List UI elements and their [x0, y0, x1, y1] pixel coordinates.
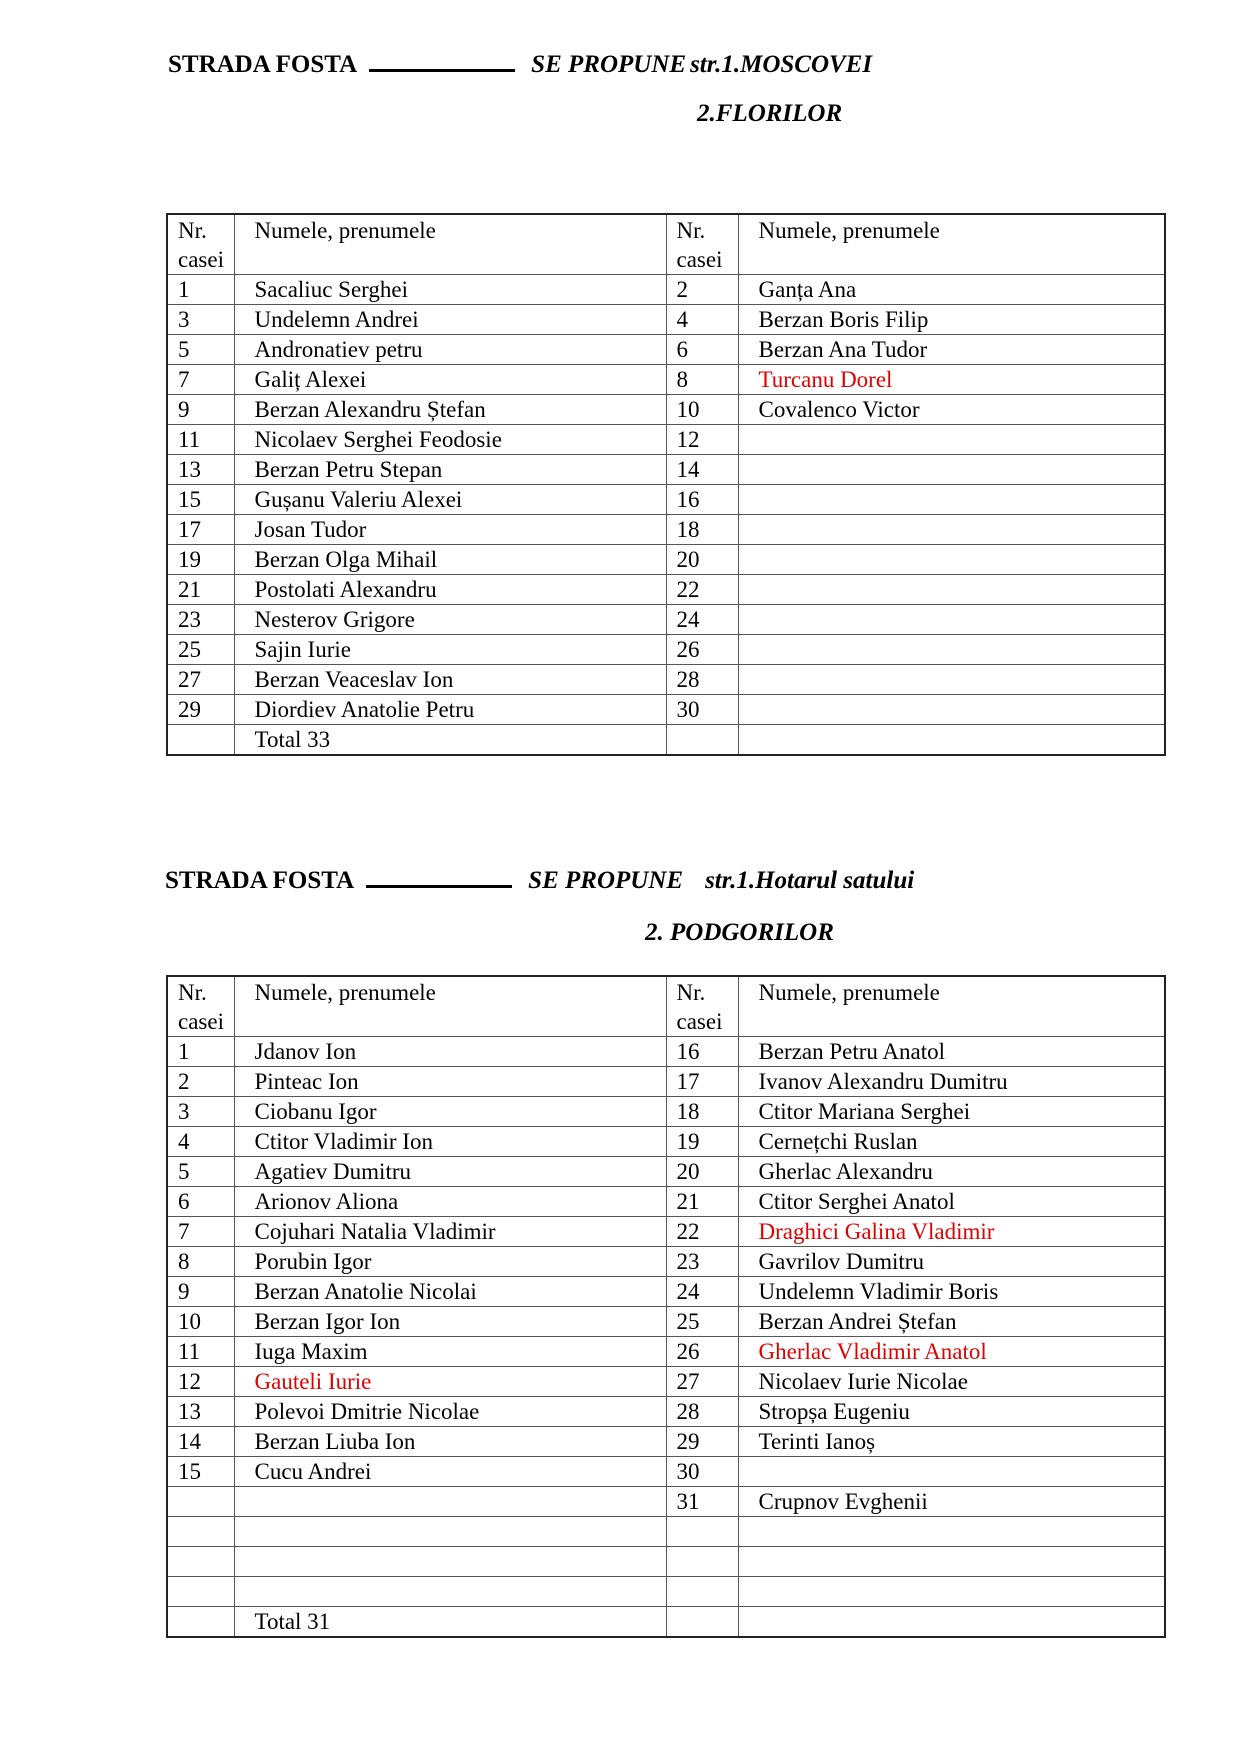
table-row: [167, 1307, 1165, 1337]
house-number-cell: 18: [666, 1097, 738, 1127]
name-cell: Berzan Petru Stepan: [234, 455, 666, 485]
name-cell: [738, 1517, 1165, 1547]
col-header-house-number: Nr. casei: [167, 976, 234, 1037]
house-number-cell: 31: [666, 1487, 738, 1517]
name-cell: [738, 1607, 1165, 1638]
name-cell: [738, 1547, 1165, 1577]
table1-body: [167, 275, 1165, 756]
table-row: [167, 335, 1165, 365]
name-cell: Nesterov Grigore: [234, 605, 666, 635]
name-cell: Cucu Andrei: [234, 1457, 666, 1487]
house-number-cell: 23: [167, 605, 234, 635]
table-row: [167, 455, 1165, 485]
name-cell: Berzan Igor Ion: [234, 1307, 666, 1337]
table-row: [167, 1217, 1165, 1247]
house-number-cell: [167, 1607, 234, 1638]
house-number-cell: [666, 1577, 738, 1607]
name-cell: Crupnov Evghenii: [738, 1487, 1165, 1517]
name-cell: Turcanu Dorel: [738, 365, 1165, 395]
house-number-cell: 4: [666, 305, 738, 335]
house-number-cell: 23: [666, 1247, 738, 1277]
house-number-cell: [167, 1577, 234, 1607]
table-row: [167, 1457, 1165, 1487]
table-row: [167, 1367, 1165, 1397]
name-cell: Polevoi Dmitrie Nicolae: [234, 1397, 666, 1427]
house-number-cell: 6: [666, 335, 738, 365]
name-cell: Diordiev Anatolie Petru: [234, 695, 666, 725]
col-header-house-number: Nr. casei: [666, 214, 738, 275]
house-number-cell: 22: [666, 1217, 738, 1247]
name-cell: [738, 575, 1165, 605]
blank-underline-2: [366, 866, 512, 888]
house-number-cell: 28: [666, 665, 738, 695]
col-header-house-number: Nr. casei: [167, 214, 234, 275]
col-header-house-number: Nr. casei: [666, 976, 738, 1037]
table-row: [167, 275, 1165, 305]
strada-fosta-label-2: STRADA FOSTA: [165, 867, 355, 894]
name-cell: Gherlac Alexandru: [738, 1157, 1165, 1187]
proposed-street-2b: 2. PODGORILOR: [645, 919, 834, 946]
house-number-cell: 22: [666, 575, 738, 605]
house-number-cell: 30: [666, 695, 738, 725]
name-cell: Sajin Iurie: [234, 635, 666, 665]
name-cell: Nicolaev Iurie Nicolae: [738, 1367, 1165, 1397]
name-cell: Ciobanu Igor: [234, 1097, 666, 1127]
table-row: [167, 1577, 1165, 1607]
name-cell: Ctitor Serghei Anatol: [738, 1187, 1165, 1217]
house-number-cell: [666, 1607, 738, 1638]
house-number-cell: 14: [167, 1427, 234, 1457]
house-number-cell: 8: [666, 365, 738, 395]
name-cell: [234, 1547, 666, 1577]
house-number-cell: 29: [167, 695, 234, 725]
table-row: [167, 605, 1165, 635]
name-cell: Berzan Liuba Ion: [234, 1427, 666, 1457]
table-row: [167, 1187, 1165, 1217]
table-row: [167, 665, 1165, 695]
table2-body: [167, 1037, 1165, 1638]
proposed-street-1b: 2.FLORILOR: [697, 100, 843, 127]
name-cell: Gavrilov Dumitru: [738, 1247, 1165, 1277]
name-cell: [738, 425, 1165, 455]
proposed-street-1a: str.1.MOSCOVEI: [690, 51, 873, 78]
table-row: [167, 635, 1165, 665]
name-cell: Total 31: [234, 1607, 666, 1638]
table-row: [167, 545, 1165, 575]
house-number-cell: 2: [167, 1067, 234, 1097]
house-number-cell: 16: [666, 485, 738, 515]
name-cell: [234, 1577, 666, 1607]
house-number-cell: 13: [167, 1397, 234, 1427]
house-number-cell: 15: [167, 485, 234, 515]
table-row: [167, 1337, 1165, 1367]
table-row: [167, 1427, 1165, 1457]
name-cell: Undelemn Andrei: [234, 305, 666, 335]
house-number-cell: [666, 1517, 738, 1547]
name-cell: Pinteac Ion: [234, 1067, 666, 1097]
house-number-cell: 13: [167, 455, 234, 485]
name-cell: [234, 1517, 666, 1547]
name-cell: [738, 605, 1165, 635]
house-number-cell: 16: [666, 1037, 738, 1067]
house-number-cell: 7: [167, 1217, 234, 1247]
name-cell: Ctitor Vladimir Ion: [234, 1127, 666, 1157]
name-cell: Berzan Ana Tudor: [738, 335, 1165, 365]
house-number-cell: 4: [167, 1127, 234, 1157]
house-number-cell: 26: [666, 1337, 738, 1367]
header-row: [167, 976, 1165, 1037]
name-cell: Josan Tudor: [234, 515, 666, 545]
house-number-cell: 21: [666, 1187, 738, 1217]
house-number-cell: 19: [666, 1127, 738, 1157]
name-cell: [234, 1487, 666, 1517]
house-number-cell: 15: [167, 1457, 234, 1487]
name-cell: [738, 455, 1165, 485]
name-cell: Andronatiev petru: [234, 335, 666, 365]
se-propune-label-2: SE PROPUNE: [528, 867, 684, 894]
name-cell: Covalenco Victor: [738, 395, 1165, 425]
name-cell: [738, 695, 1165, 725]
section2-title: [165, 866, 914, 896]
table-row: [167, 1127, 1165, 1157]
blank-underline-1: [369, 50, 515, 72]
proposed-street-2a: str.1.Hotarul satului: [705, 867, 915, 894]
house-number-cell: 7: [167, 365, 234, 395]
table-row: [167, 1487, 1165, 1517]
roster-table-podgorilor: [166, 975, 1166, 1638]
name-cell: Berzan Boris Filip: [738, 305, 1165, 335]
house-number-cell: 26: [666, 635, 738, 665]
name-cell: Ganța Ana: [738, 275, 1165, 305]
house-number-cell: 24: [666, 605, 738, 635]
house-number-cell: [167, 1547, 234, 1577]
house-number-cell: 30: [666, 1457, 738, 1487]
col-header-name: Numele, prenumele: [738, 976, 1165, 1037]
section1-title: [168, 50, 872, 80]
table-row: [167, 1397, 1165, 1427]
col-header-name: Numele, prenumele: [234, 976, 666, 1037]
name-cell: Berzan Alexandru Ștefan: [234, 395, 666, 425]
house-number-cell: [167, 1487, 234, 1517]
name-cell: Berzan Andrei Ștefan: [738, 1307, 1165, 1337]
table-row: [167, 305, 1165, 335]
house-number-cell: [167, 725, 234, 756]
name-cell: Cernețchi Ruslan: [738, 1127, 1165, 1157]
name-cell: Draghici Galina Vladimir: [738, 1217, 1165, 1247]
house-number-cell: 11: [167, 425, 234, 455]
name-cell: [738, 545, 1165, 575]
name-cell: Galiț Alexei: [234, 365, 666, 395]
house-number-cell: 3: [167, 305, 234, 335]
name-cell: [738, 1577, 1165, 1607]
table-row: [167, 725, 1165, 756]
house-number-cell: 27: [167, 665, 234, 695]
name-cell: Postolati Alexandru: [234, 575, 666, 605]
table-row: [167, 425, 1165, 455]
col-header-name: Numele, prenumele: [234, 214, 666, 275]
name-cell: Terinti Ianoș: [738, 1427, 1165, 1457]
name-cell: Agatiev Dumitru: [234, 1157, 666, 1187]
table-row: [167, 695, 1165, 725]
house-number-cell: 8: [167, 1247, 234, 1277]
name-cell: [738, 515, 1165, 545]
name-cell: [738, 1457, 1165, 1487]
roster-table-florilor: [166, 213, 1166, 756]
house-number-cell: 28: [666, 1397, 738, 1427]
name-cell: Iuga Maxim: [234, 1337, 666, 1367]
house-number-cell: 20: [666, 545, 738, 575]
name-cell: Jdanov Ion: [234, 1037, 666, 1067]
house-number-cell: [666, 725, 738, 756]
name-cell: Berzan Veaceslav Ion: [234, 665, 666, 695]
name-cell: [738, 635, 1165, 665]
house-number-cell: [167, 1517, 234, 1547]
table-row: [167, 515, 1165, 545]
house-number-cell: 21: [167, 575, 234, 605]
table-row: [167, 1247, 1165, 1277]
house-number-cell: 12: [167, 1367, 234, 1397]
table-row: [167, 575, 1165, 605]
house-number-cell: 27: [666, 1367, 738, 1397]
header-row: [167, 214, 1165, 275]
house-number-cell: 10: [167, 1307, 234, 1337]
name-cell: [738, 665, 1165, 695]
house-number-cell: 20: [666, 1157, 738, 1187]
table-row: [167, 485, 1165, 515]
table-row: [167, 1157, 1165, 1187]
house-number-cell: 3: [167, 1097, 234, 1127]
name-cell: Ctitor Mariana Serghei: [738, 1097, 1165, 1127]
strada-fosta-label-1: STRADA FOSTA: [168, 51, 358, 78]
house-number-cell: 5: [167, 1157, 234, 1187]
house-number-cell: 17: [666, 1067, 738, 1097]
name-cell: Gherlac Vladimir Anatol: [738, 1337, 1165, 1367]
table-row: [167, 1097, 1165, 1127]
name-cell: Cojuhari Natalia Vladimir: [234, 1217, 666, 1247]
name-cell: Berzan Anatolie Nicolai: [234, 1277, 666, 1307]
name-cell: Sacaliuc Serghei: [234, 275, 666, 305]
house-number-cell: 9: [167, 1277, 234, 1307]
table-row: [167, 1517, 1165, 1547]
house-number-cell: 25: [167, 635, 234, 665]
house-number-cell: 29: [666, 1427, 738, 1457]
house-number-cell: 11: [167, 1337, 234, 1367]
name-cell: Total 33: [234, 725, 666, 756]
house-number-cell: 17: [167, 515, 234, 545]
house-number-cell: 1: [167, 275, 234, 305]
name-cell: [738, 725, 1165, 756]
house-number-cell: 2: [666, 275, 738, 305]
table-row: [167, 1037, 1165, 1067]
house-number-cell: 6: [167, 1187, 234, 1217]
house-number-cell: 10: [666, 395, 738, 425]
name-cell: Stropșa Eugeniu: [738, 1397, 1165, 1427]
house-number-cell: 12: [666, 425, 738, 455]
house-number-cell: [666, 1547, 738, 1577]
name-cell: Nicolaev Serghei Feodosie: [234, 425, 666, 455]
name-cell: Gușanu Valeriu Alexei: [234, 485, 666, 515]
house-number-cell: 1: [167, 1037, 234, 1067]
house-number-cell: 5: [167, 335, 234, 365]
table-row: [167, 395, 1165, 425]
house-number-cell: 9: [167, 395, 234, 425]
name-cell: Undelemn Vladimir Boris: [738, 1277, 1165, 1307]
name-cell: Ivanov Alexandru Dumitru: [738, 1067, 1165, 1097]
house-number-cell: 25: [666, 1307, 738, 1337]
col-header-name: Numele, prenumele: [738, 214, 1165, 275]
table-row: [167, 365, 1165, 395]
name-cell: Berzan Olga Mihail: [234, 545, 666, 575]
house-number-cell: 24: [666, 1277, 738, 1307]
table-row: [167, 1277, 1165, 1307]
name-cell: Berzan Petru Anatol: [738, 1037, 1165, 1067]
name-cell: [738, 485, 1165, 515]
table-row: [167, 1607, 1165, 1638]
table-row: [167, 1067, 1165, 1097]
house-number-cell: 18: [666, 515, 738, 545]
house-number-cell: 19: [167, 545, 234, 575]
house-number-cell: 14: [666, 455, 738, 485]
table-row: [167, 1547, 1165, 1577]
se-propune-label-1: SE PROPUNE: [531, 51, 687, 78]
name-cell: Arionov Aliona: [234, 1187, 666, 1217]
name-cell: Gauteli Iurie: [234, 1367, 666, 1397]
name-cell: Porubin Igor: [234, 1247, 666, 1277]
